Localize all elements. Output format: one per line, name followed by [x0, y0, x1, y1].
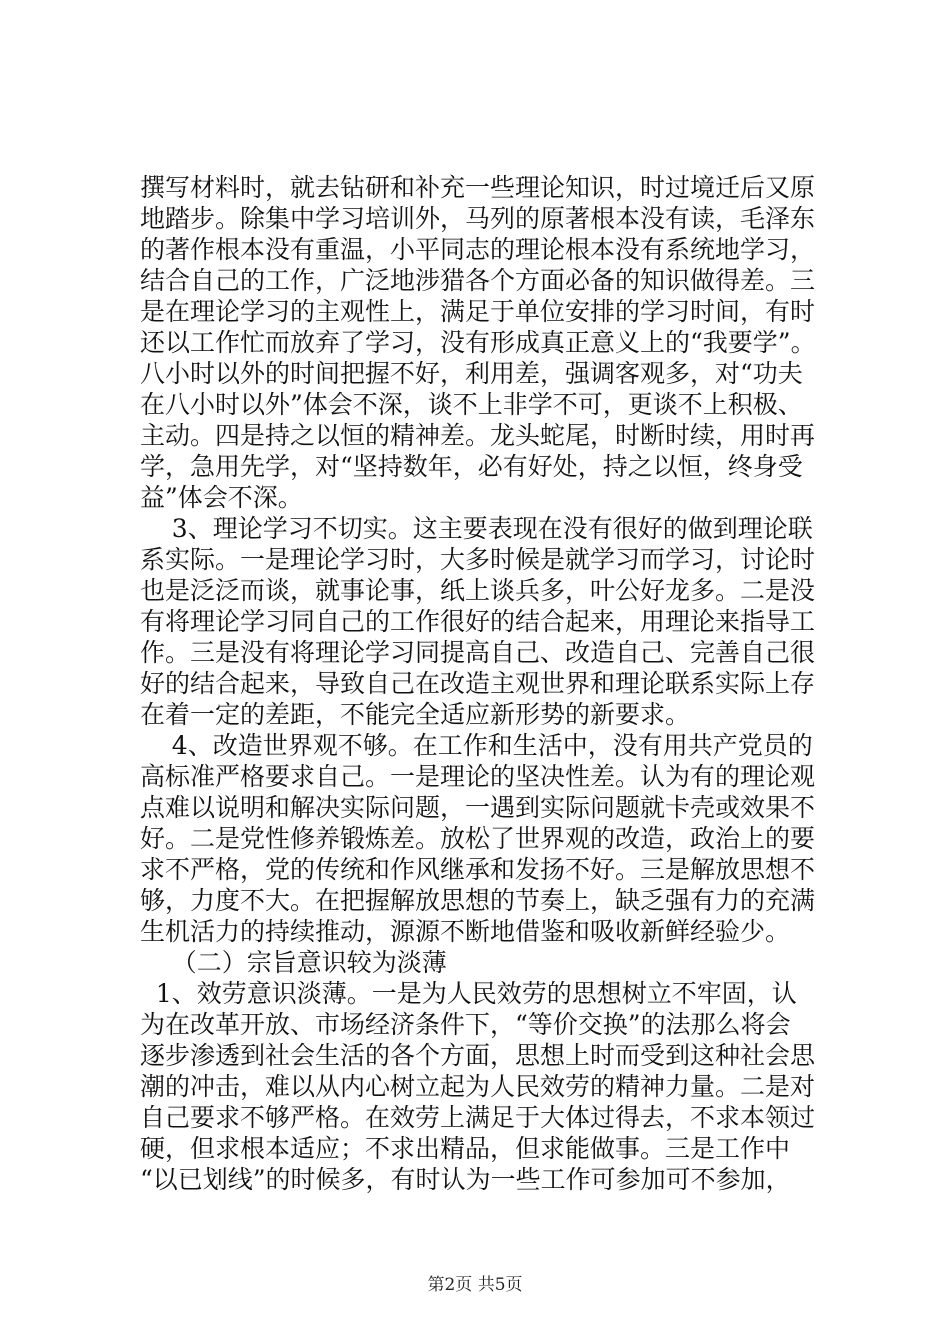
text-line: 生机活力的持续推动，源源不断地借鉴和吸收新鲜经验少。 [140, 917, 791, 946]
text-line: 学，急用先学，对“坚持数年，必有好处，持之以恒，终身受 [140, 452, 803, 481]
text-line: 也是泛泛而谈，就事论事，纸上谈兵多，叶公好龙多。二是没 [140, 576, 816, 605]
section-heading: （二）宗旨意识较为淡薄 [140, 948, 447, 977]
text-line: 好。二是党性修养锻炼差。放松了世界观的改造，政治上的要 [140, 824, 816, 853]
text-line: 系实际。一是理论学习时，大多时候是就学习而学习，讨论时 [140, 545, 816, 574]
text-line: 硬，但求根本适应；不求出精品，但求能做事。三是工作中 [140, 1134, 791, 1163]
text-line: 好的结合起来，导致自己在改造主观世界和理论联系实际上存 [140, 669, 816, 698]
text-line: 逐步渗透到社会生活的各个方面，思想上时而受到这种社会思 [140, 1041, 816, 1070]
text-line: 高标准严格要求自己。一是理论的坚决性差。认为有的理论观 [140, 762, 816, 791]
text-line: 1、效劳意识淡薄。一是为人民效劳的思想树立不牢固，认 [140, 979, 797, 1008]
text-line: “以已划线”的时候多，有时认为一些工作可参加可不参加， [140, 1165, 791, 1194]
text-line: 求不严格，党的传统和作风继承和发扬不好。三是解放思想不 [140, 855, 816, 884]
text-line: 作。三是没有将理论学习同提高自己、改造自己、完善自己很 [140, 638, 816, 667]
text-line: 为在改革开放、市场经济条件下，“等价交换”的法那么将会 [140, 1010, 791, 1039]
text-line: 在八小时以外”体会不深，谈不上非学不可，更谈不上积极、 [140, 390, 803, 419]
text-line: 在着一定的差距，不能完全适应新形势的新要求。 [140, 700, 691, 729]
text-line: 自己要求不够严格。在效劳上满足于大体过得去，不求本领过 [140, 1103, 816, 1132]
text-line: 3、理论学习不切实。这主要表现在没有很好的做到理论联 [140, 514, 813, 543]
document-body [140, 172, 840, 1195]
page-number-footer: 第2页 共5页 [427, 1275, 523, 1295]
text-line: 点难以说明和解决实际问题，一遇到实际问题就卡壳或效果不 [140, 793, 816, 822]
text-line: 结合自己的工作，广泛地涉猎各个方面必备的知识做得差。三 [140, 266, 816, 295]
text-line: 够，力度不大。在把握解放思想的节奏上，缺乏强有力的充满 [140, 886, 816, 915]
text-line: 主动。四是持之以恒的精神差。龙头蛇尾，时断时续，用时再 [140, 421, 816, 450]
text-line: 潮的冲击，难以从内心树立起为人民效劳的精神力量。二是对 [140, 1072, 816, 1101]
text-line: 4、改造世界观不够。在工作和生活中，没有用共产党员的 [140, 731, 813, 760]
text-line: 撰写材料时，就去钻研和补充一些理论知识，时过境迁后又原 [140, 173, 816, 202]
text-line: 是在理论学习的主观性上，满足于单位安排的学习时间，有时 [140, 297, 816, 326]
text-line: 有将理论学习同自己的工作很好的结合起来，用理论来指导工 [140, 607, 816, 636]
text-line: 还以工作忙而放弃了学习，没有形成真正意义上的“我要学”。 [140, 328, 816, 357]
text-line: 的著作根本没有重温，小平同志的理论根本没有系统地学习， [140, 235, 816, 264]
text-line: 地踏步。除集中学习培训外，马列的原著根本没有读，毛泽东 [140, 204, 816, 233]
text-line: 益”体会不深。 [140, 483, 303, 512]
text-line: 八小时以外的时间把握不好，利用差，强调客观多，对“功夫 [140, 359, 803, 388]
